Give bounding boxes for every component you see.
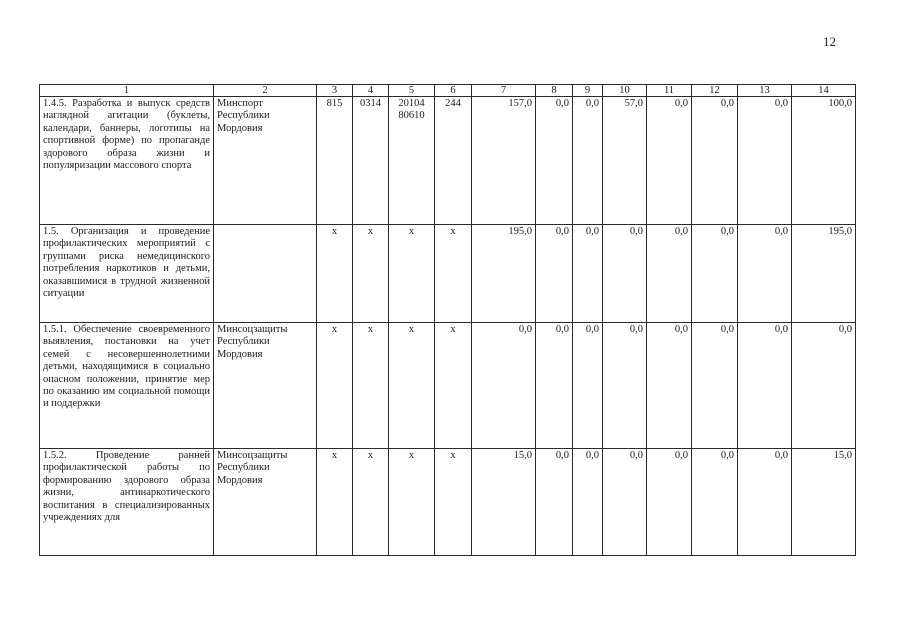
col-5-value xyxy=(389,449,435,556)
col-13-value: 0,0 xyxy=(738,449,792,556)
code-line-1: х xyxy=(408,450,415,461)
col-9-value: 0,0 xyxy=(573,225,603,323)
col-8-value: 0,0 xyxy=(536,449,573,556)
col-9-value: 0,0 xyxy=(573,449,603,556)
col-3-value: х xyxy=(317,225,353,323)
header-cell: 13 xyxy=(738,85,792,97)
col-10-value: 0,0 xyxy=(603,225,647,323)
col-11-value: 0,0 xyxy=(647,97,692,225)
col-11-value: 0,0 xyxy=(647,449,692,556)
col-5-value xyxy=(389,225,435,323)
col-13-value: 0,0 xyxy=(738,225,792,323)
code-line-1: х xyxy=(408,324,415,335)
header-cell: 8 xyxy=(536,85,573,97)
executor: Минсоцзащиты Республики Мордовия xyxy=(214,449,317,556)
header-cell: 9 xyxy=(573,85,603,97)
header-cell: 6 xyxy=(435,85,472,97)
executor xyxy=(214,225,317,323)
col-6-value: 244 xyxy=(435,97,472,225)
header-cell: 4 xyxy=(353,85,389,97)
header-cell: 10 xyxy=(603,85,647,97)
page-number: 12 xyxy=(823,34,836,49)
col-7-value: 195,0 xyxy=(472,225,536,323)
col-14-value: 195,0 xyxy=(792,225,856,323)
col-3-value: 815 xyxy=(317,97,353,225)
col-6-value: х xyxy=(435,449,472,556)
col-10-value: 0,0 xyxy=(603,449,647,556)
col-7-value: 157,0 xyxy=(472,97,536,225)
activity-name: 1.5.2. Проведение ранней профилактической работы по формированию здорового образа жизни, антинаркотического воспитания в специализированных учреждениях для xyxy=(40,449,214,556)
col-5-value xyxy=(389,323,435,449)
code-line-1: 20104 xyxy=(398,98,425,109)
col-6-value: х xyxy=(435,323,472,449)
table-header-row xyxy=(40,85,856,97)
col-7-value: 15,0 xyxy=(472,449,536,556)
col-4-value: х xyxy=(353,225,389,323)
table-row xyxy=(40,449,856,556)
activity-name: 1.4.5. Разработка и выпуск средств наглядной агитации (буклеты, календари, баннеры, логотипы на спортивной форме) по пропаганде здорового образа жизни и популяризации массового спорта xyxy=(40,97,214,225)
col-8-value: 0,0 xyxy=(536,323,573,449)
col-8-value: 0,0 xyxy=(536,225,573,323)
col-4-value: 0314 xyxy=(353,97,389,225)
header-cell: 3 xyxy=(317,85,353,97)
header-cell: 1 xyxy=(40,85,214,97)
col-9-value: 0,0 xyxy=(573,323,603,449)
col-3-value: х xyxy=(317,449,353,556)
col-10-value: 0,0 xyxy=(603,323,647,449)
table-row xyxy=(40,225,856,323)
header-cell: 11 xyxy=(647,85,692,97)
col-6-value: х xyxy=(435,225,472,323)
code-line-2: 80610 xyxy=(398,110,425,122)
col-12-value: 0,0 xyxy=(692,449,738,556)
header-cell: 2 xyxy=(214,85,317,97)
code-line-1: х xyxy=(408,226,415,237)
col-5-value xyxy=(389,97,435,225)
budget-table xyxy=(39,84,856,556)
col-12-value: 0,0 xyxy=(692,225,738,323)
col-11-value: 0,0 xyxy=(647,323,692,449)
activity-name: 1.5.1. Обеспечение своевременного выявления, постановки на учет семей с несовершеннолетними детьми, находящимися в социально опасном положении, принятие мер по оказанию им социальной помощи и поддержки xyxy=(40,323,214,449)
header-cell: 12 xyxy=(692,85,738,97)
col-13-value: 0,0 xyxy=(738,323,792,449)
col-7-value: 0,0 xyxy=(472,323,536,449)
executor: Минсоцзащиты Республики Мордовия xyxy=(214,323,317,449)
col-8-value: 0,0 xyxy=(536,97,573,225)
col-9-value: 0,0 xyxy=(573,97,603,225)
col-14-value: 100,0 xyxy=(792,97,856,225)
col-4-value: х xyxy=(353,449,389,556)
table-row xyxy=(40,97,856,225)
executor: Минспорт Республики Мордовия xyxy=(214,97,317,225)
col-4-value: х xyxy=(353,323,389,449)
col-14-value: 0,0 xyxy=(792,323,856,449)
col-12-value: 0,0 xyxy=(692,323,738,449)
header-cell: 5 xyxy=(389,85,435,97)
activity-name: 1.5. Организация и проведение профилактических мероприятий с группами риска немедицинского потребления наркотиков и детьми, оказавшимися в трудной жизненной ситуации xyxy=(40,225,214,323)
col-11-value: 0,0 xyxy=(647,225,692,323)
table-row xyxy=(40,323,856,449)
col-10-value: 57,0 xyxy=(603,97,647,225)
col-13-value: 0,0 xyxy=(738,97,792,225)
header-cell: 14 xyxy=(792,85,856,97)
col-14-value: 15,0 xyxy=(792,449,856,556)
header-cell: 7 xyxy=(472,85,536,97)
col-12-value: 0,0 xyxy=(692,97,738,225)
col-3-value: х xyxy=(317,323,353,449)
